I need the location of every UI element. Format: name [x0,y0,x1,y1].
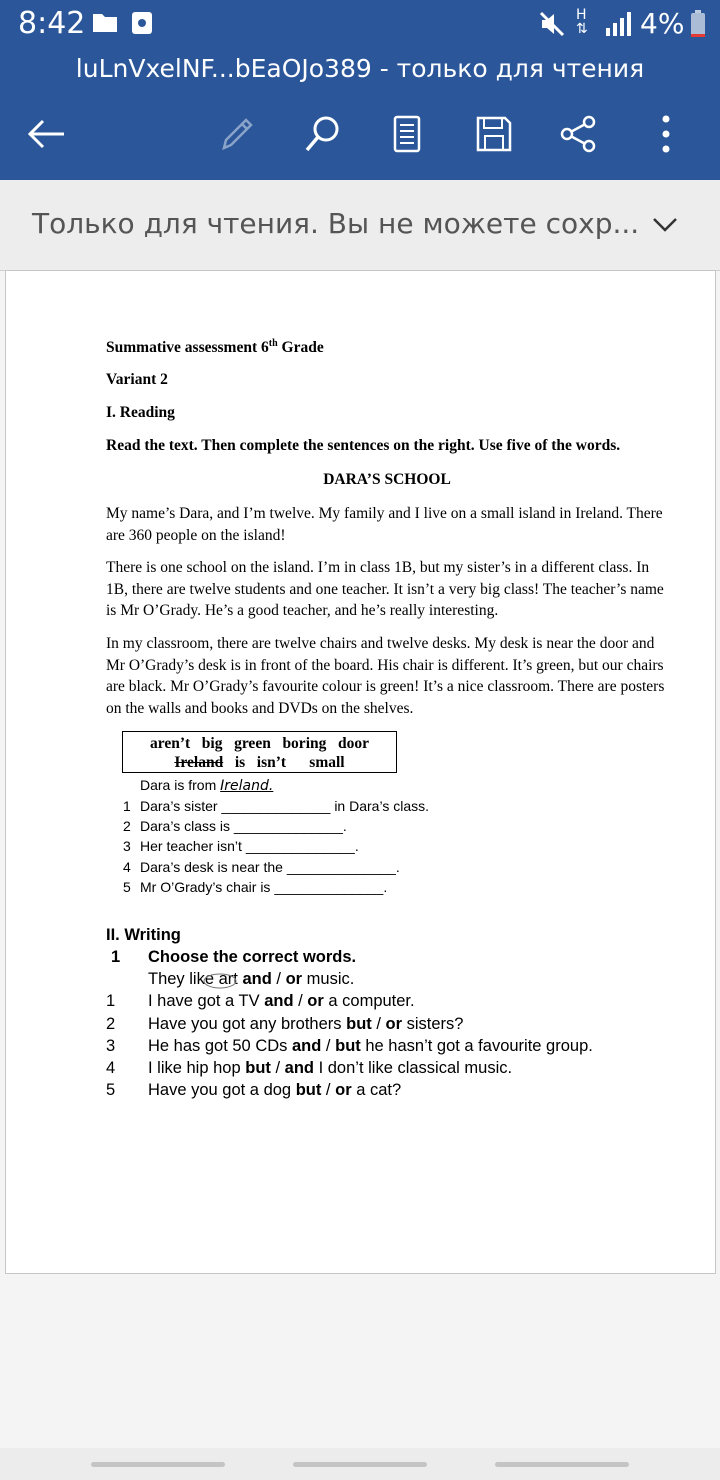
writing-example [148,970,354,989]
sentence-text: They like art [148,970,243,988]
option-a: and [292,1037,322,1055]
option-a: but [346,1015,372,1033]
reading-instruction: Read the text. Then complete the sentences on the right. Use five of the words. [106,437,621,454]
status-bar [0,0,720,48]
item-number: 1 [123,798,131,814]
item-sentence [148,1081,401,1100]
reading-section-title: I. Reading [106,404,175,421]
document-page [5,270,716,1274]
example-text: Dara is from [140,777,221,793]
reading-item [123,838,359,854]
item-text: Mr O’Grady’s chair is ______________. [140,879,388,895]
item-number: 1 [106,992,116,1010]
option-a: but [245,1059,271,1077]
item-sentence [148,1037,593,1056]
read-only-banner[interactable] [0,180,720,271]
save-button[interactable] [468,108,520,160]
reading-view-button[interactable] [381,108,433,160]
item-sentence [148,1059,512,1078]
signal-icon [604,10,632,43]
example-answer: Ireland. [220,778,274,794]
item-sentence [148,992,415,1011]
text-title: DARA’S SCHOOL [323,471,451,488]
status-time: 8:42 [18,6,86,41]
title-text: Summative assessment 6 [106,339,269,357]
reading-item [123,879,388,895]
sentence-end: I don’t like classical music. [314,1059,513,1077]
reading-item [123,798,429,814]
item-number: 4 [106,1059,116,1077]
edit-pencil-icon [216,114,256,154]
word-box [122,731,397,773]
sentence-text: He has got 50 CDs [148,1037,292,1055]
item-number: 2 [123,818,131,834]
writing-task-title: Choose the correct words. [148,948,357,966]
writing-task-number: 1 [111,948,121,966]
chevron-down-icon[interactable] [650,210,680,245]
battery-icon [690,10,706,43]
option-a: but [295,1081,322,1099]
option-b: or [307,992,324,1010]
option-separator: / [270,1059,285,1077]
search-button[interactable] [296,108,348,160]
assessment-title [106,338,324,357]
option-a: and [242,970,272,988]
reading-item [123,818,347,834]
item-number: 3 [106,1037,116,1055]
sentence-end: a computer. [323,992,415,1010]
sentence-end: a cat? [351,1081,402,1099]
nav-home-handle[interactable] [293,1462,427,1467]
sentence-end: he hasn’t got a favourite group. [360,1037,593,1055]
share-icon [559,114,599,154]
word-box-row [123,753,396,772]
folder-icon [92,10,118,39]
back-arrow-icon [26,118,66,150]
reading-paragraph: My name’s Dara, and I’m twelve. My family and I live on a small island in Ireland. There are 360 people on the island! [106,505,663,544]
back-button[interactable] [20,108,72,160]
option-b: or [285,970,303,988]
edit-button[interactable] [210,108,262,160]
crossed-word: Ireland [174,754,224,771]
search-icon [302,114,342,154]
reading-paragraph: In my classroom, there are twelve chairs and twelve desks. My desk is near the door and Mr O’Grady’s desk is in front of the board. His chair is different. It’s green, but our chairs are black. Mr O’Grady’s favourite colour is green! It’s a nice classroom. There are posters on the walls and books and DVDs on the shelves. [106,635,665,717]
sentence-text: Have you got a dog [148,1081,296,1099]
word-box-rest: is isn’t small [223,754,345,771]
item-text: Her teacher isn’t ______________. [140,838,359,854]
battery-level: 4% [640,7,685,40]
item-number: 3 [123,838,131,854]
option-a: and [264,992,294,1010]
writing-section-title: II. Writing [106,926,181,944]
item-text: Dara’s class is ______________. [140,818,347,834]
sentence-end: sisters? [402,1015,464,1033]
title-grade: Grade [277,339,324,357]
sentence-text: I have got a TV [148,992,265,1010]
document-title: luLnVxelNF...bEaOJo389 - только для чтения [75,54,645,83]
save-icon [475,115,513,153]
gesture-navigation-bar [0,1448,720,1480]
option-separator: / [271,970,286,988]
reading-item [123,859,400,875]
pencil-circle-mark [202,971,242,991]
option-b: or [335,1081,352,1099]
option-b: but [335,1037,361,1055]
app-bar [0,0,720,180]
share-button[interactable] [553,108,605,160]
mute-icon [538,10,566,43]
reading-example [140,777,273,794]
sentence-text: Have you got any brothers [148,1015,347,1033]
item-number: 5 [106,1081,116,1099]
option-b: or [385,1015,403,1033]
read-only-banner-text: Только для чтения. Вы не можете сохр... [32,207,640,240]
option-separator: / [293,992,308,1010]
option-separator: / [371,1015,386,1033]
item-text: Dara’s desk is near the ______________. [140,859,400,875]
more-options-icon [660,114,672,154]
option-b: and [284,1059,314,1077]
title-superscript: th [268,338,278,349]
item-sentence [148,1015,463,1034]
nav-back-handle[interactable] [495,1462,629,1467]
item-number: 5 [123,879,131,895]
variant-label: Variant 2 [106,371,168,388]
item-number: 2 [106,1015,116,1033]
nav-recents-handle[interactable] [91,1462,225,1467]
network-type-icon: H ⇅ [576,7,588,37]
reading-view-icon [392,114,422,154]
sentence-text: I like hip hop [148,1059,246,1077]
network-type-label: H [576,7,587,23]
item-text: Dara’s sister ______________ in Dara’s class. [140,798,429,814]
screen-record-icon [130,10,154,41]
item-number: 4 [123,859,131,875]
sentence-end: music. [302,970,355,988]
reading-paragraph: There is one school on the island. I’m in class 1B, but my sister’s in a different class. In 1B, there are twelve students and one teacher. It isn’t a very big class! The teacher’s name is Mr O’Grady. He’s a good teacher, and he’s really interesting. [106,559,664,619]
word-box-row: aren’t big green boring door [149,735,369,752]
option-separator: / [321,1081,336,1099]
option-separator: / [321,1037,336,1055]
more-options-button[interactable] [640,108,692,160]
